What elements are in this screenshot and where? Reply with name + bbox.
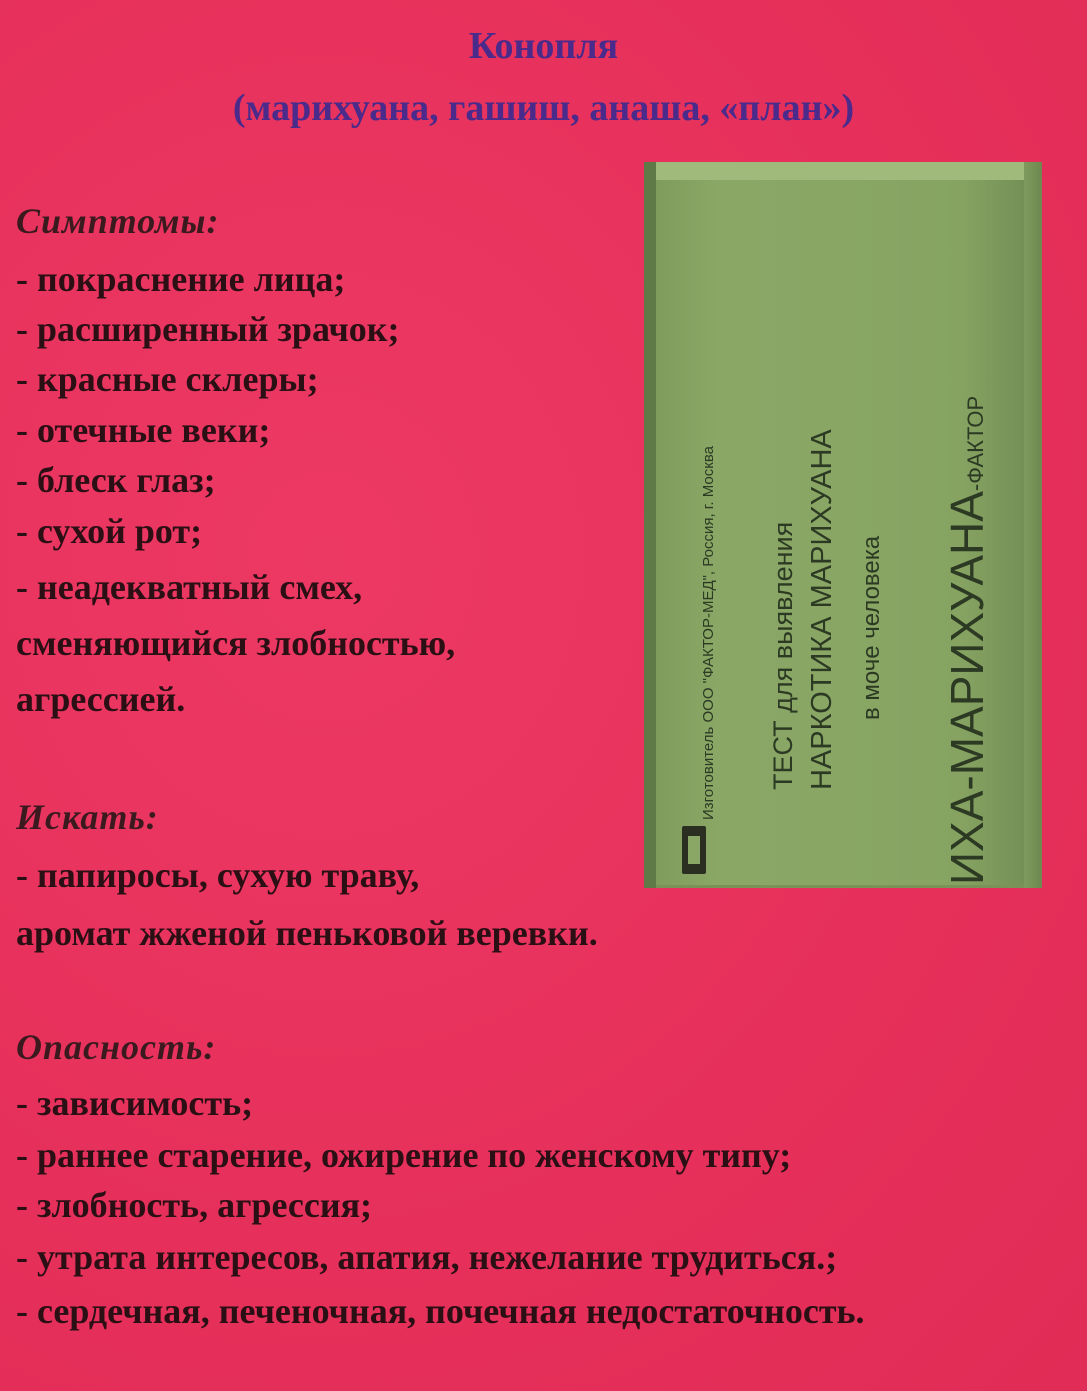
symptom-line: - блеск глаз; bbox=[16, 460, 216, 500]
photo-edge bbox=[644, 162, 656, 888]
search-heading: Искать: bbox=[16, 797, 159, 837]
danger-line: - раннее старение, ожирение по женскому типу; bbox=[16, 1135, 792, 1175]
package-narcotic-text: НАРКОТИКА МАРИХУАНА bbox=[806, 429, 838, 790]
symptom-line: - сухой рот; bbox=[16, 511, 203, 551]
symptom-line: - красные склеры; bbox=[16, 359, 319, 399]
page-title: Конопля bbox=[468, 25, 619, 67]
page-subtitle: (марихуана, гашиш, анаша, «план») bbox=[232, 87, 855, 129]
danger-line: - сердечная, печеночная, почечная недостаточность. bbox=[16, 1291, 865, 1331]
package-urine-text: в моче человека bbox=[858, 535, 885, 720]
symptom-line: сменяющийся злобностью, bbox=[16, 623, 456, 663]
search-line: - папиросы, сухую траву, bbox=[16, 855, 420, 895]
symptom-line: - отечные веки; bbox=[16, 410, 271, 450]
search-line: аромат жженой пеньковой веревки. bbox=[16, 913, 598, 953]
symptoms-heading: Симптомы: bbox=[16, 201, 220, 241]
symptom-line: агрессией. bbox=[16, 679, 186, 719]
danger-line: - зависимость; bbox=[16, 1083, 254, 1123]
danger-line: - злобность, агрессия; bbox=[16, 1185, 373, 1225]
symptom-line: - неадекватный смех, bbox=[16, 567, 363, 607]
photo-edge bbox=[1024, 162, 1042, 888]
package-brand-name: ИХА-МАРИХУАНА bbox=[941, 491, 993, 885]
symptom-line: - расширенный зрачок; bbox=[16, 309, 400, 349]
symptom-line: - покраснение лица; bbox=[16, 259, 346, 299]
package-brand-suffix: -ФАКТОР bbox=[963, 395, 988, 492]
package-brand-text bbox=[940, 396, 994, 885]
package-manufacturer-text: Изготовитель ООО "ФАКТОР-МЕД", Россия, г. Москва bbox=[700, 446, 717, 820]
photo-edge bbox=[644, 162, 1042, 180]
danger-heading: Опасность: bbox=[16, 1027, 217, 1067]
package-test-text: ТЕСТ для выявления bbox=[768, 521, 798, 790]
danger-line: - утрата интересов, апатия, нежелание трудиться.; bbox=[16, 1237, 838, 1277]
manufacturer-logo-icon bbox=[682, 826, 706, 874]
